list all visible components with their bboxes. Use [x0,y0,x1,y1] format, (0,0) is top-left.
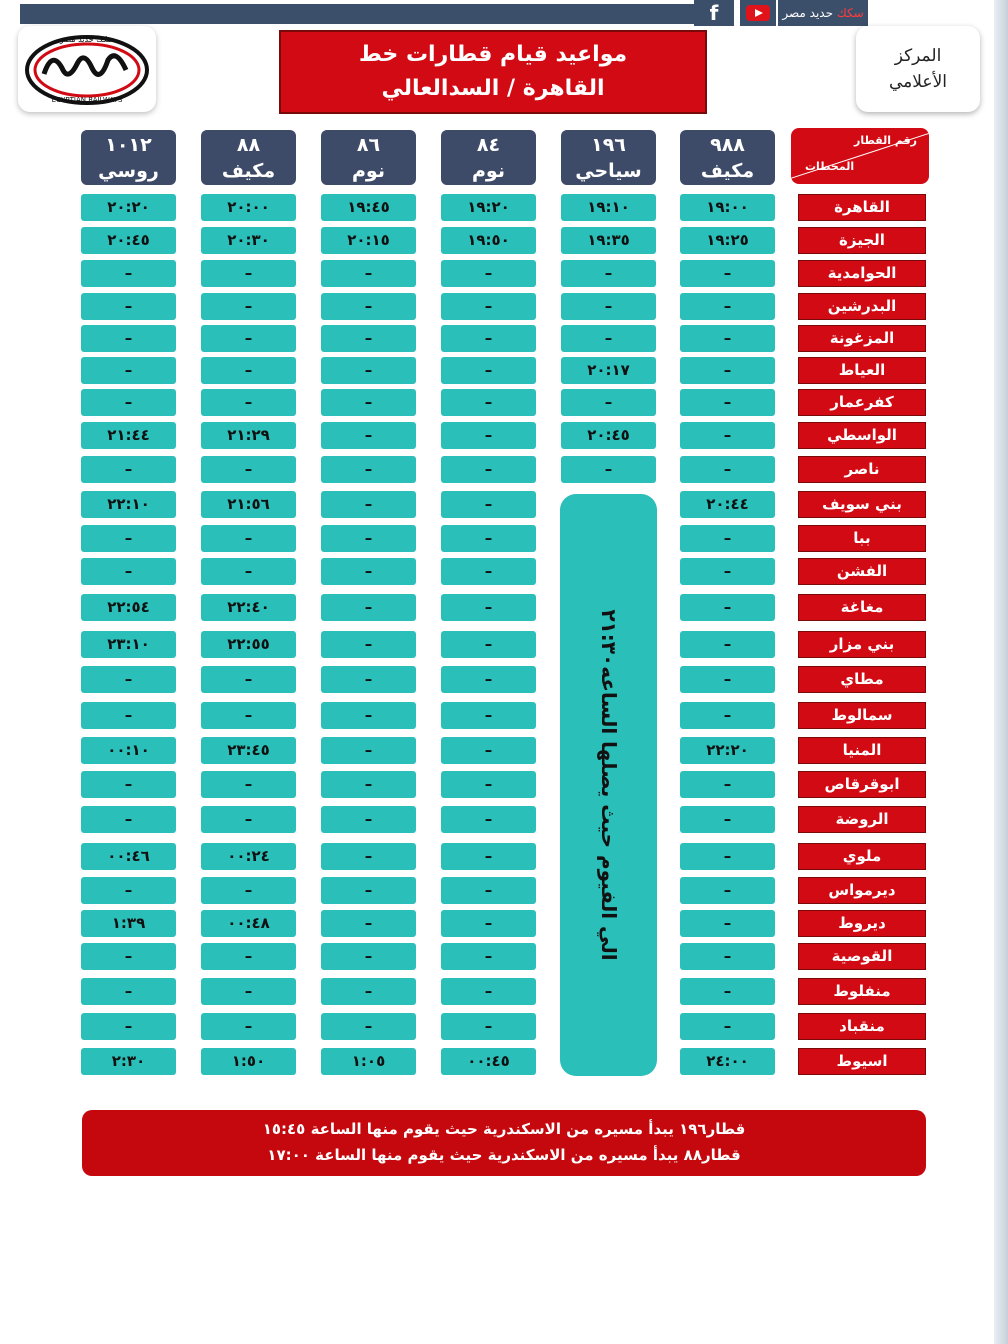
station-name: مغاغة [798,594,926,621]
time-cell: – [441,877,536,904]
train-number-header: رقم القطار [854,134,917,147]
time-cell: ٠٠:٢٤ [201,843,296,870]
center-line-2: الأعلامي [889,72,947,92]
time-cell: ٢١:٤٤ [81,422,176,449]
train-number: ٩٨٨ [710,134,745,156]
time-cell: ٠٠:٤٥ [441,1048,536,1075]
time-cell: ٢١:٢٩ [201,422,296,449]
time-cell: – [680,594,775,621]
station-name: الحوامدية [798,260,926,287]
time-cell: – [680,357,775,384]
time-cell: – [680,456,775,483]
time-cell: – [680,943,775,970]
title-line-1: مواعيد قيام قطارات خط [358,42,628,67]
time-cell: – [680,558,775,585]
time-cell: ٠٠:٤٦ [81,843,176,870]
time-cell: – [680,666,775,693]
stations-header: المحطات [805,160,855,173]
logo-english-text: EGYPTIAN RAILWAYS [51,96,123,104]
time-cell: – [81,558,176,585]
time-cell: – [201,260,296,287]
train-type: روسي [98,160,159,182]
time-cell: – [441,325,536,352]
train-number: ١٠١٢ [105,134,152,156]
time-cell: – [81,1013,176,1040]
time-cell: ٢٣:٤٥ [201,737,296,764]
time-cell: – [441,1013,536,1040]
time-cell: ٢٠:٣٠ [201,227,296,254]
time-cell: – [321,525,416,552]
time-cell: – [441,910,536,937]
time-cell: – [201,943,296,970]
station-header-cell [791,128,929,184]
time-cell: – [680,422,775,449]
time-cell: ٢٠:٤٤ [680,491,775,518]
time-cell: – [441,666,536,693]
time-cell: – [321,702,416,729]
time-cell: – [680,525,775,552]
time-cell: – [81,666,176,693]
time-cell: – [321,877,416,904]
time-cell: – [81,877,176,904]
station-name: ديروط [798,910,926,937]
time-cell: ١٩:٢٥ [680,227,775,254]
time-cell: ١٩:٣٥ [561,227,656,254]
time-cell: – [680,631,775,658]
time-cell: ١٩:٥٠ [441,227,536,254]
time-cell: – [441,737,536,764]
station-name: منقباد [798,1013,926,1040]
facebook-icon[interactable]: f [694,0,734,26]
train-number: ٨٦ [356,134,381,156]
time-cell: – [441,771,536,798]
time-cell: – [201,806,296,833]
time-cell: ١٩:٠٠ [680,194,775,221]
train-type: مكيف [700,160,755,182]
time-cell: ١٩:١٠ [561,194,656,221]
station-name: المزغونة [798,325,926,352]
time-cell: – [201,978,296,1005]
time-cell: – [321,594,416,621]
railways-logo-icon [22,30,152,108]
station-name: الجيزة [798,227,926,254]
time-cell: – [680,702,775,729]
time-cell: – [321,978,416,1005]
time-cell: ٢٤:٠٠ [680,1048,775,1075]
top-bar [20,4,694,24]
time-cell: ٢٠:٠٠ [201,194,296,221]
station-name: الواسطي [798,422,926,449]
train-196-note-text: الي الفيوم حيث يصلها الساعه٢١:٣٠ [596,609,621,961]
time-cell: ٢٠:١٧ [561,357,656,384]
time-cell: – [441,943,536,970]
time-cell: – [441,631,536,658]
station-name: الروضة [798,806,926,833]
time-cell: – [81,978,176,1005]
time-cell: – [680,806,775,833]
center-line-1: المركز [894,46,942,66]
time-cell: ١:٥٠ [201,1048,296,1075]
time-cell: – [561,260,656,287]
station-name: ناصر [798,456,926,483]
time-cell: ٢٢:٥٤ [81,594,176,621]
time-cell: – [201,293,296,320]
time-cell: – [441,357,536,384]
brand-part1: سكك [836,6,864,20]
time-cell: – [561,293,656,320]
train-type: نوم [352,160,385,182]
time-cell: – [321,631,416,658]
train-header-4 [201,130,296,185]
train-type: نوم [472,160,505,182]
time-cell: – [201,325,296,352]
time-cell: – [81,456,176,483]
train-header-2 [441,130,536,185]
time-cell: – [561,325,656,352]
note-line-2: قطار٨٨ يبدأ مسيره من الاسكندرية حيث يقوم منها الساعة ١٧:٠٠ [267,1146,741,1164]
time-cell: – [441,525,536,552]
time-cell: – [81,771,176,798]
station-name: القاهرة [798,194,926,221]
time-cell: – [441,389,536,416]
youtube-icon[interactable] [740,0,776,26]
time-cell: – [441,456,536,483]
time-cell: ٢٢:٥٥ [201,631,296,658]
time-cell: ١:٠٥ [321,1048,416,1075]
time-cell: – [321,389,416,416]
time-cell: – [321,325,416,352]
time-cell: – [321,260,416,287]
time-cell: ١٩:٤٥ [321,194,416,221]
time-cell: – [81,389,176,416]
time-cell: – [441,843,536,870]
time-cell: ٢٢:١٠ [81,491,176,518]
time-cell: – [321,491,416,518]
station-name: بني سويف [798,491,926,518]
train-type: مكيف [221,160,276,182]
train-number: ٨٤ [476,134,501,156]
time-cell: – [201,456,296,483]
brand-label [778,0,868,26]
time-cell: – [680,389,775,416]
station-name: كفرعمار [798,389,926,416]
station-name: سمالوط [798,702,926,729]
time-cell: – [201,389,296,416]
time-cell: – [680,293,775,320]
time-cell: – [201,525,296,552]
time-cell: – [201,877,296,904]
station-name: القوصية [798,943,926,970]
time-cell: ٢٣:١٠ [81,631,176,658]
time-cell: – [321,943,416,970]
time-cell: – [441,260,536,287]
time-cell: – [81,357,176,384]
time-cell: – [201,702,296,729]
train-number: ٨٨ [236,134,261,156]
time-cell: – [201,1013,296,1040]
station-name: بني مزار [798,631,926,658]
time-cell: – [441,702,536,729]
station-name: ببا [798,525,926,552]
time-cell: – [321,357,416,384]
time-cell: – [321,666,416,693]
time-cell: ٢:٣٠ [81,1048,176,1075]
right-frame-edge [994,0,1008,1344]
time-cell: ٢٠:١٥ [321,227,416,254]
time-cell: – [81,806,176,833]
time-cell: – [441,594,536,621]
time-cell: – [81,293,176,320]
time-cell: – [81,943,176,970]
time-cell: – [680,771,775,798]
time-cell: – [441,558,536,585]
media-center-box [856,26,980,112]
time-cell: – [321,456,416,483]
time-cell: – [321,1013,416,1040]
time-cell: – [441,806,536,833]
time-cell: – [321,806,416,833]
time-cell: ٢٠:٤٥ [561,422,656,449]
station-name: ديرمواس [798,877,926,904]
train-196-fayoum-note [560,494,657,1076]
station-name: منفلوط [798,978,926,1005]
time-cell: – [441,422,536,449]
page-title [279,30,707,114]
train-header-0 [680,130,775,185]
title-line-2: القاهرة / السدالعالي [381,76,605,101]
time-cell: ٢٢:٢٠ [680,737,775,764]
egyptian-railways-logo [18,26,156,112]
station-name: المنيا [798,737,926,764]
time-cell: – [441,491,536,518]
time-cell: ٢١:٥٦ [201,491,296,518]
time-cell: – [680,1013,775,1040]
time-cell: – [321,558,416,585]
note-line-1: قطار١٩٦ يبدأ مسيره من الاسكندرية حيث يقوم منها الساعة ١٥:٤٥ [262,1120,746,1138]
station-name: العياط [798,357,926,384]
time-cell: – [201,771,296,798]
logo-arabic-text: سكك حديد مصر [59,35,115,44]
time-cell: – [680,260,775,287]
train-header-5 [81,130,176,185]
time-cell: ٢٠:٤٥ [81,227,176,254]
time-cell: – [81,525,176,552]
time-cell: – [680,978,775,1005]
train-header-1 [561,130,656,185]
station-name: مطاي [798,666,926,693]
time-cell: – [321,771,416,798]
time-cell: – [321,737,416,764]
time-cell: – [561,389,656,416]
time-cell: – [441,293,536,320]
brand-part2: حديد مصر [782,6,833,20]
time-cell: ٠٠:١٠ [81,737,176,764]
time-cell: – [680,910,775,937]
time-cell: – [321,293,416,320]
time-cell: – [81,260,176,287]
time-cell: – [441,978,536,1005]
train-type: سياحي [575,160,642,182]
time-cell: ٢٢:٤٠ [201,594,296,621]
station-name: اسيوط [798,1048,926,1075]
station-name: ابوقرقاص [798,771,926,798]
time-cell: – [81,325,176,352]
station-name: ملوي [798,843,926,870]
time-cell: ٢٠:٢٠ [81,194,176,221]
footer-notes [82,1110,926,1176]
time-cell: – [321,843,416,870]
train-number: ١٩٦ [591,134,626,156]
time-cell: – [201,357,296,384]
train-header-3 [321,130,416,185]
time-cell: – [680,325,775,352]
station-name: الفشن [798,558,926,585]
time-cell: – [201,666,296,693]
time-cell: – [81,702,176,729]
time-cell: ١٩:٢٠ [441,194,536,221]
time-cell: – [680,843,775,870]
time-cell: ١:٣٩ [81,910,176,937]
station-name: البدرشين [798,293,926,320]
time-cell: – [680,877,775,904]
time-cell: ٠٠:٤٨ [201,910,296,937]
time-cell: – [321,422,416,449]
time-cell: – [561,456,656,483]
time-cell: – [201,558,296,585]
time-cell: – [321,910,416,937]
